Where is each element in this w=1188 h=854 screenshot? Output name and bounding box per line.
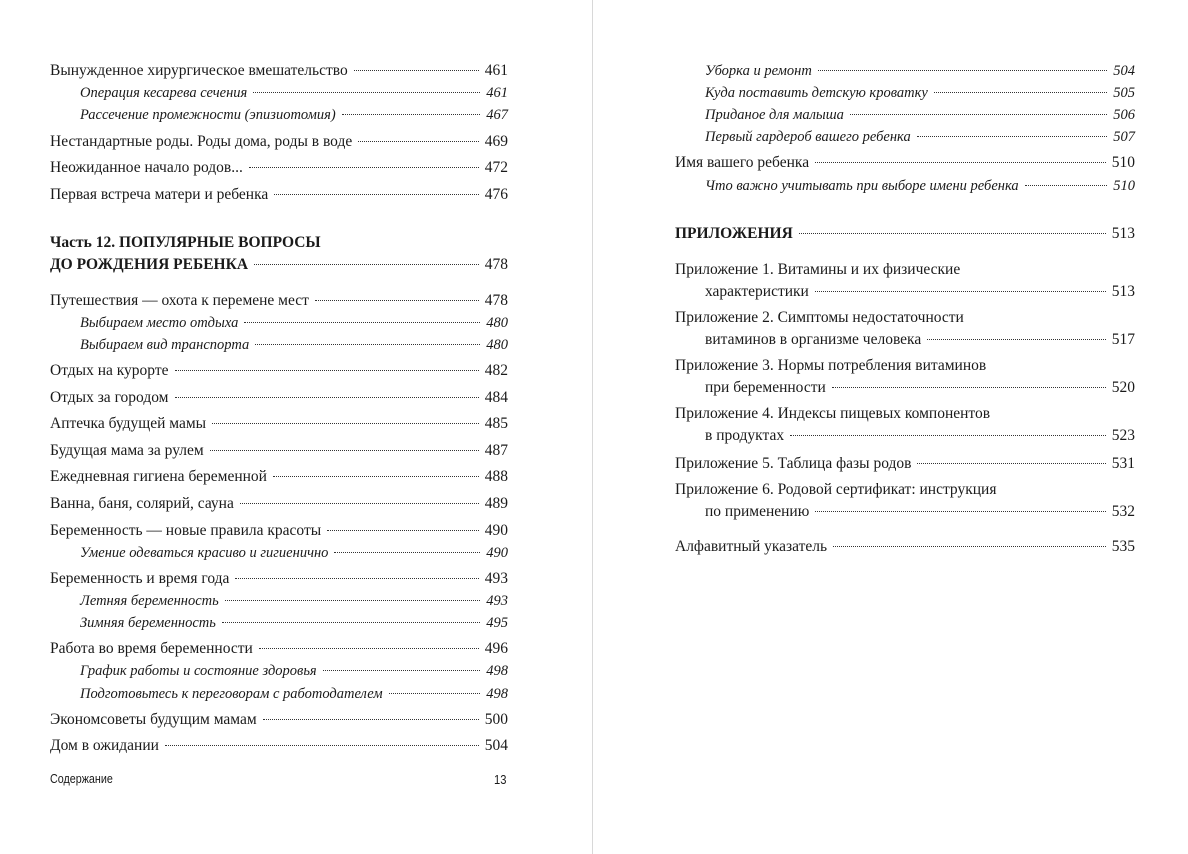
entry-page: 510 [1113, 178, 1135, 194]
entry-title: Алфавитный указатель [675, 538, 828, 555]
entry-page: 506 [1113, 107, 1135, 123]
entry-title: Беременность и время года [50, 570, 230, 587]
entry-title: Путешествия — охота к перемене мест [50, 292, 309, 309]
entry-title: Первая встреча матери и ребенка [50, 186, 269, 203]
entry-page: 507 [1113, 129, 1135, 145]
entry-title: Отдых за городом [50, 389, 169, 406]
left-page [0, 0, 593, 854]
entry-page: 480 [486, 315, 508, 331]
toc-entry [50, 495, 508, 513]
toc-entry [50, 389, 508, 407]
toc-subentry [705, 106, 1135, 124]
entry-title: Неожиданное начало родов... [50, 159, 243, 176]
right-page [593, 0, 1188, 854]
entry-title: Зимняя беременность [80, 615, 216, 631]
entry-title: Аптечка будущей мамы [50, 415, 207, 432]
entry-title: Дом в ожидании [50, 737, 159, 754]
toc-subentry [705, 128, 1135, 146]
toc-appendix-entry [675, 261, 1135, 301]
toc-entry [50, 640, 508, 658]
entry-title: Летняя беременность [80, 593, 219, 609]
entry-title: Имя вашего ребенка [675, 154, 810, 171]
toc-subentry [80, 685, 508, 703]
entry-title: Подготовьтесь к переговорам с работодателем [80, 686, 383, 702]
part-title-line1: Часть 12. ПОПУЛЯРНЫЕ ВОПРОСЫ [50, 234, 321, 251]
entry-title: Уборка и ремонт [705, 63, 812, 79]
entry-page: 478 [484, 292, 508, 309]
entry-title: Рассечение промежности (эпизиотомия) [80, 107, 336, 123]
entry-page: 495 [486, 615, 508, 631]
entry-title: Экономсоветы будущим мамам [50, 711, 257, 728]
entry-page: 484 [484, 389, 508, 406]
toc-entry [50, 292, 508, 310]
entry-title: Вынужденное хирургическое вмешательство [50, 62, 348, 79]
entry-page: 478 [484, 256, 508, 273]
toc-section-heading [675, 225, 1135, 243]
toc-subentry [80, 314, 508, 332]
toc-subentry [80, 592, 508, 610]
entry-page: 490 [484, 522, 508, 539]
entry-page: 490 [486, 545, 508, 561]
entry-title: Первый гардероб вашего ребенка [705, 129, 911, 145]
entry-title: Операция кесарева сечения [80, 85, 248, 101]
entry-page: 504 [1113, 63, 1135, 79]
toc-subentry [80, 614, 508, 632]
entry-title-line1: Приложение 3. Нормы потребления витаминов [675, 357, 987, 374]
entry-title-line2: витаминов в организме человека [705, 331, 922, 348]
entry-page: 467 [486, 107, 508, 123]
entry-title-line1: Приложение 6. Родовой сертификат: инструкция [675, 481, 997, 498]
entry-page: 532 [1111, 503, 1135, 520]
entry-page: 498 [486, 663, 508, 679]
entry-title: Нестандартные роды. Роды дома, роды в воде [50, 133, 353, 150]
entry-title: Куда поставить детскую кроватку [705, 85, 928, 101]
entry-page: 480 [486, 337, 508, 353]
toc-entry [50, 362, 508, 380]
toc-entry [50, 737, 508, 755]
toc-subentry [80, 84, 508, 102]
toc-appendix-entry [675, 481, 1135, 521]
page-number: 13 [494, 772, 507, 787]
entry-page: 535 [1111, 538, 1135, 555]
entry-page: 498 [486, 686, 508, 702]
toc-entry [50, 468, 508, 486]
entry-title: Приложение 5. Таблица фазы родов [675, 455, 912, 472]
entry-page: 505 [1113, 85, 1135, 101]
entry-title-line2: при беременности [705, 379, 826, 396]
entry-page: 523 [1111, 427, 1135, 444]
entry-page: 487 [484, 442, 508, 459]
entry-page: 482 [484, 362, 508, 379]
entry-page: 531 [1111, 455, 1135, 472]
entry-title: Умение одеваться красиво и гигиенично [80, 545, 329, 561]
entry-title-line2: по применению [705, 503, 810, 520]
toc-entry [50, 186, 508, 204]
entry-page: 517 [1111, 331, 1135, 348]
running-footer-label: Содержание [50, 772, 113, 786]
toc-subentry [80, 106, 508, 124]
toc-subentry [80, 544, 508, 562]
entry-title: Отдых на курорте [50, 362, 169, 379]
entry-page: 500 [484, 711, 508, 728]
entry-title: График работы и состояние здоровья [80, 663, 317, 679]
entry-title-line1: Приложение 1. Витамины и их физические [675, 261, 961, 278]
toc-entry [50, 711, 508, 729]
entry-page: 496 [484, 640, 508, 657]
entry-page: 510 [1111, 154, 1135, 171]
entry-page: 461 [486, 85, 508, 101]
toc-entry [50, 415, 508, 433]
toc-subentry [705, 177, 1135, 195]
entry-page: 504 [484, 737, 508, 754]
entry-title: Будущая мама за рулем [50, 442, 204, 459]
part-title-line2: ДО РОЖДЕНИЯ РЕБЕНКА [50, 256, 249, 273]
entry-title-line2: характеристики [705, 283, 809, 300]
toc-entry [50, 570, 508, 588]
entry-title: Что важно учитывать при выборе имени ребенка [705, 178, 1019, 194]
entry-page: 469 [484, 133, 508, 150]
toc-entry [50, 442, 508, 460]
entry-page: 520 [1111, 379, 1135, 396]
entry-page: 472 [484, 159, 508, 176]
toc-entry [675, 538, 1135, 556]
toc-subentry [80, 662, 508, 680]
toc-appendix-entry [675, 455, 1135, 473]
toc-part-heading [50, 234, 508, 274]
toc-appendix-entry [675, 357, 1135, 397]
toc-subentry [80, 336, 508, 354]
toc-entry [50, 159, 508, 177]
entry-title-line2: в продуктах [705, 427, 785, 444]
entry-page: 513 [1111, 283, 1135, 300]
section-title: ПРИЛОЖЕНИЯ [675, 225, 793, 242]
toc-subentry [705, 62, 1135, 80]
entry-page: 513 [1111, 225, 1135, 242]
entry-title: Приданое для малыша [705, 107, 844, 123]
toc-appendix-entry [675, 309, 1135, 349]
entry-title-line1: Приложение 2. Симптомы недостаточности [675, 309, 964, 326]
entry-page: 485 [484, 415, 508, 432]
entry-title: Работа во время беременности [50, 640, 253, 657]
entry-page: 488 [484, 468, 508, 485]
entry-title-line1: Приложение 4. Индексы пищевых компонентов [675, 405, 991, 422]
entry-page: 493 [484, 570, 508, 587]
entry-page: 476 [484, 186, 508, 203]
entry-title: Выбираем место отдыха [80, 315, 239, 331]
entry-title: Беременность — новые правила красоты [50, 522, 322, 539]
toc-entry [50, 133, 508, 151]
toc-entry [675, 154, 1135, 172]
entry-title: Выбираем вид транспорта [80, 337, 250, 353]
entry-page: 493 [486, 593, 508, 609]
toc-entry [50, 62, 508, 80]
toc-subentry [705, 84, 1135, 102]
entry-page: 461 [484, 62, 508, 79]
toc-entry [50, 522, 508, 540]
entry-page: 489 [484, 495, 508, 512]
toc-appendix-entry [675, 405, 1135, 445]
entry-title: Ванна, баня, солярий, сауна [50, 495, 234, 512]
entry-title: Ежедневная гигиена беременной [50, 468, 267, 485]
